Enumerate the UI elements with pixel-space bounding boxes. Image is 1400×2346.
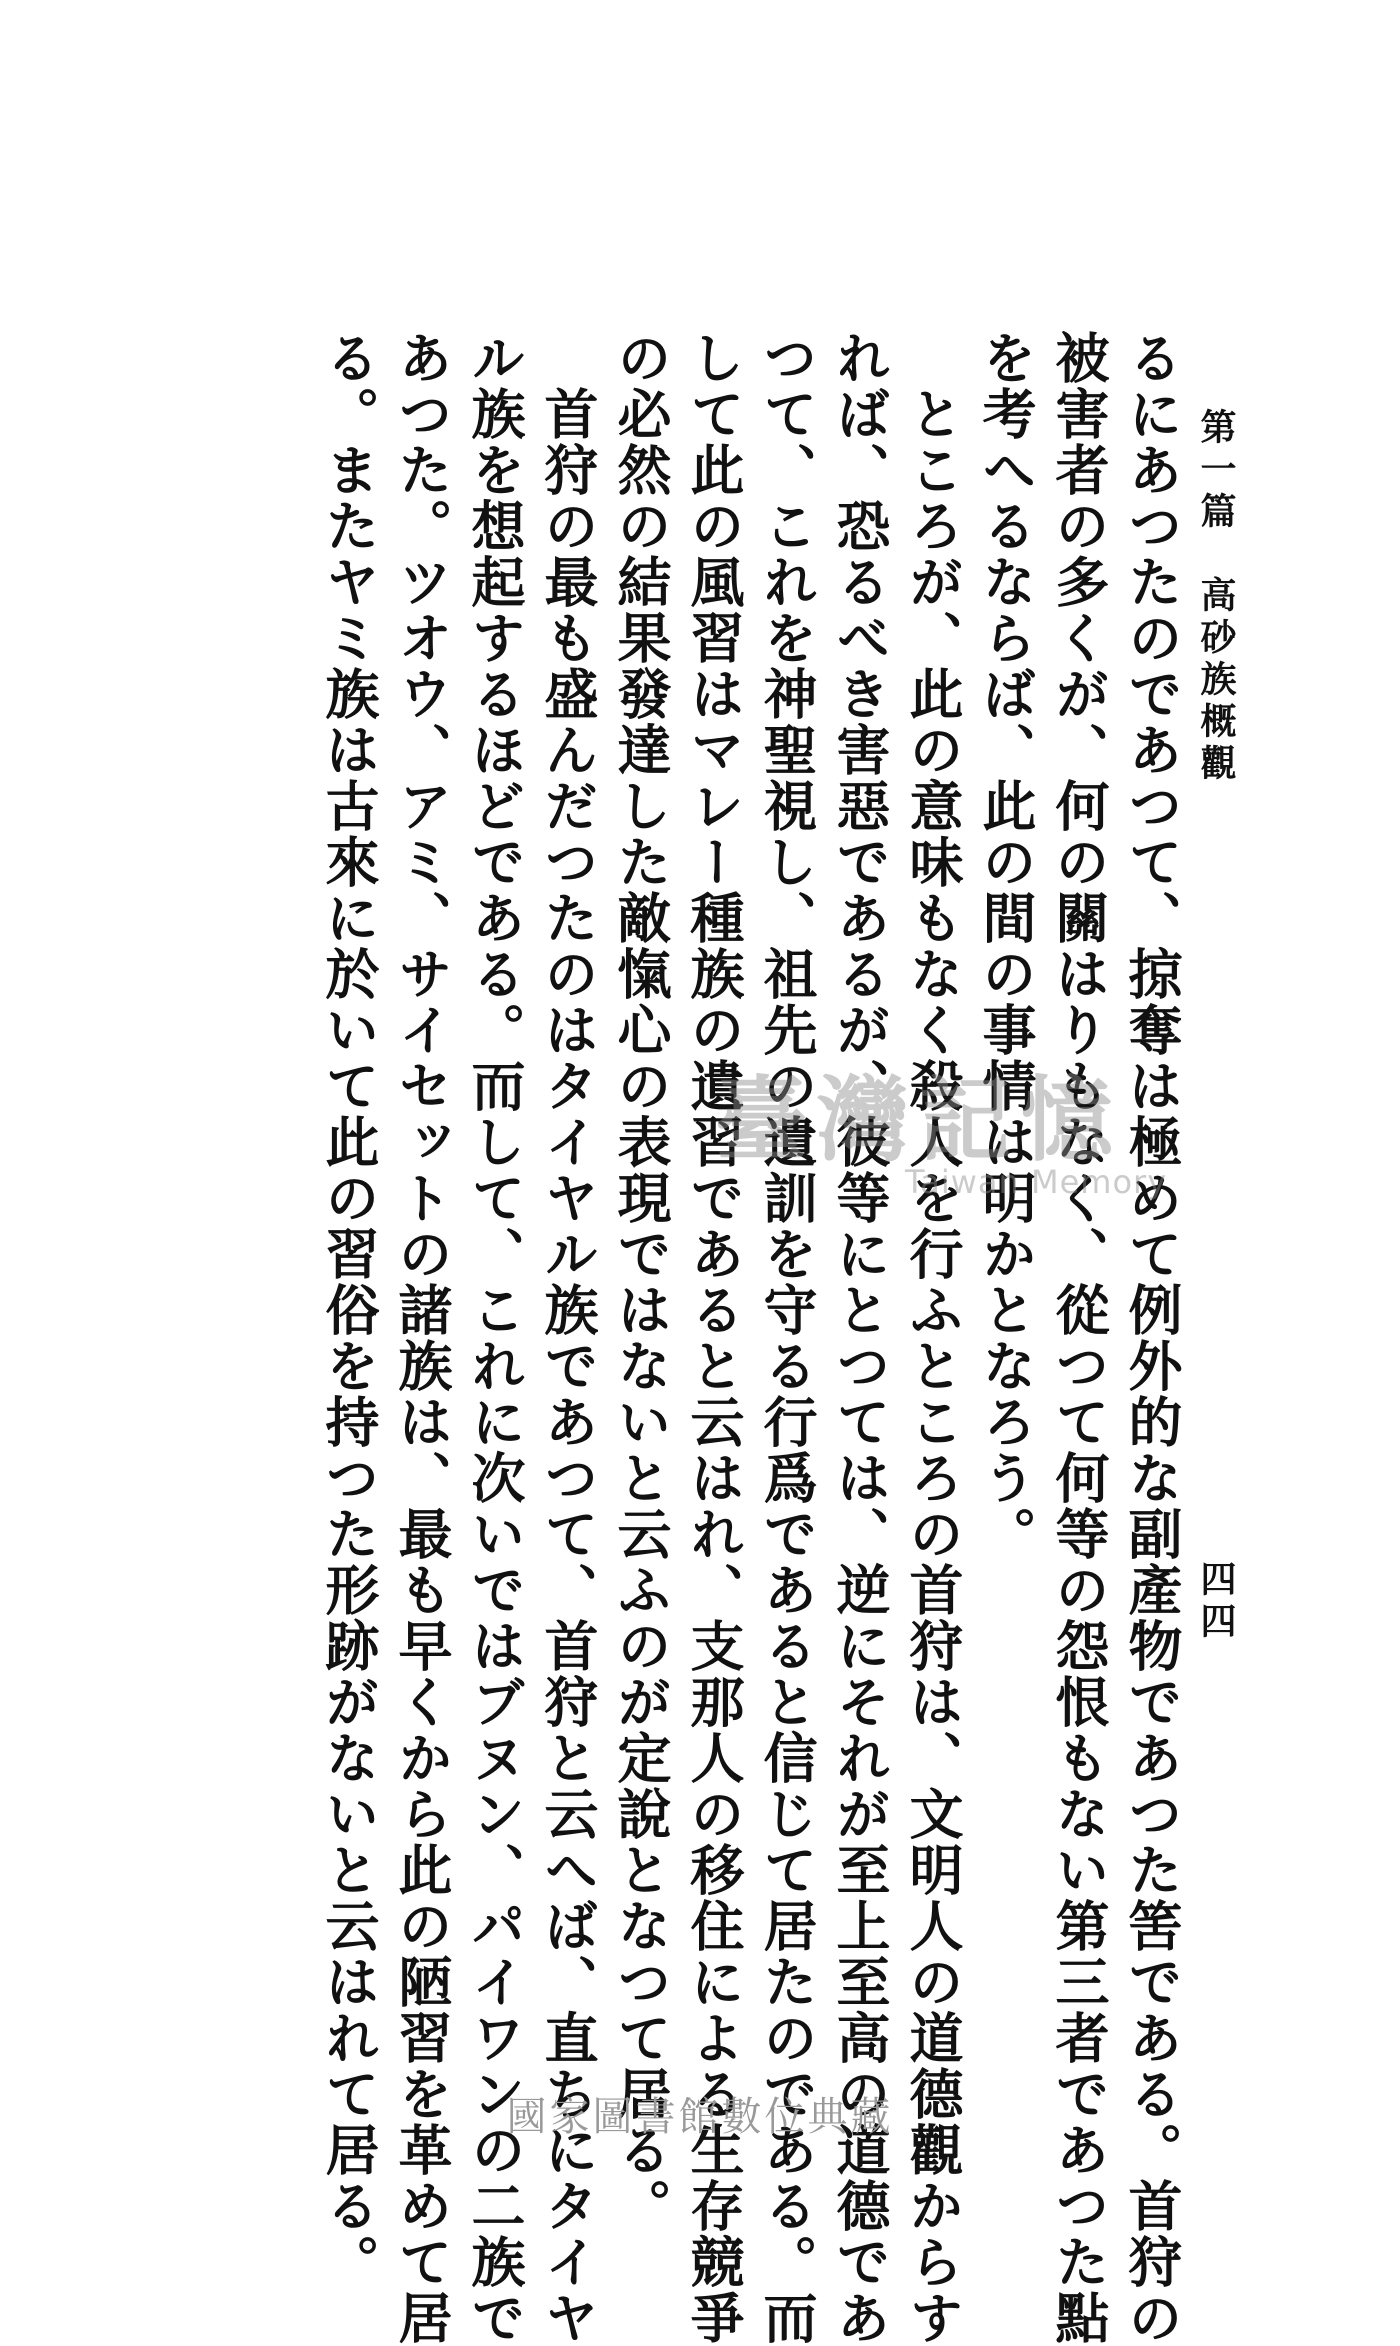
text-line: あつた。ツオウ、アミ、サイセットの諸族は、最も早くから此の陋習を革めて居 [390,330,454,2346]
text-line: 被害者の多くが、何の關はりもなく、從つて何等の怨恨もない第三者であつた點 [1047,330,1111,2346]
library-footer: 國家圖書館數位典藏 [506,2094,894,2140]
text-line: れば、恐るべき害惡であるが、彼等にとつては、逆にそれが至上至高の道德であ [828,330,892,2346]
text-line: るにあつたのであつて、掠奪は極めて例外的な副產物であつた筈である。首狩の [1120,330,1184,2346]
text-line: 首狩の最も盛んだつたのはタイヤル族であつて、首狩と云へば、直ちにタイヤ [536,330,600,2346]
watermark-logo: 臺灣記憶 [715,1067,1124,1174]
text-line: の必然の結果發達した敵愾心の表現ではないと云ふのが定說となつて居る。 [609,330,673,2234]
text-line: る。またヤミ族は古來に於いて此の習俗を持つた形跡がないと云はれて居る。 [317,330,381,2290]
text-line: つて、これを神聖視し、祖先の遺訓を守る行爲であると信じて居たのである。而 [755,330,819,2346]
text-line: を考へるならば、此の間の事情は明かとなろう。 [974,330,1038,1562]
text-line: して此の風習はマレー種族の遺習であると云はれ、支那人の移住による生存競爭 [682,330,746,2346]
text-line: ところが、此の意味もなく殺人を行ふところの首狩は、文明人の道德觀からす [901,330,965,2346]
text-line: ル族を想起するほどである。而して、これに次いではブヌン、パイワンの二族で [463,330,527,2346]
running-title: 第一篇 高砂族概觀 [1195,408,1237,786]
watermark-subtitle: Taiwan Memory [905,1163,1168,1201]
page-number: 四四 [1195,1560,1237,1644]
